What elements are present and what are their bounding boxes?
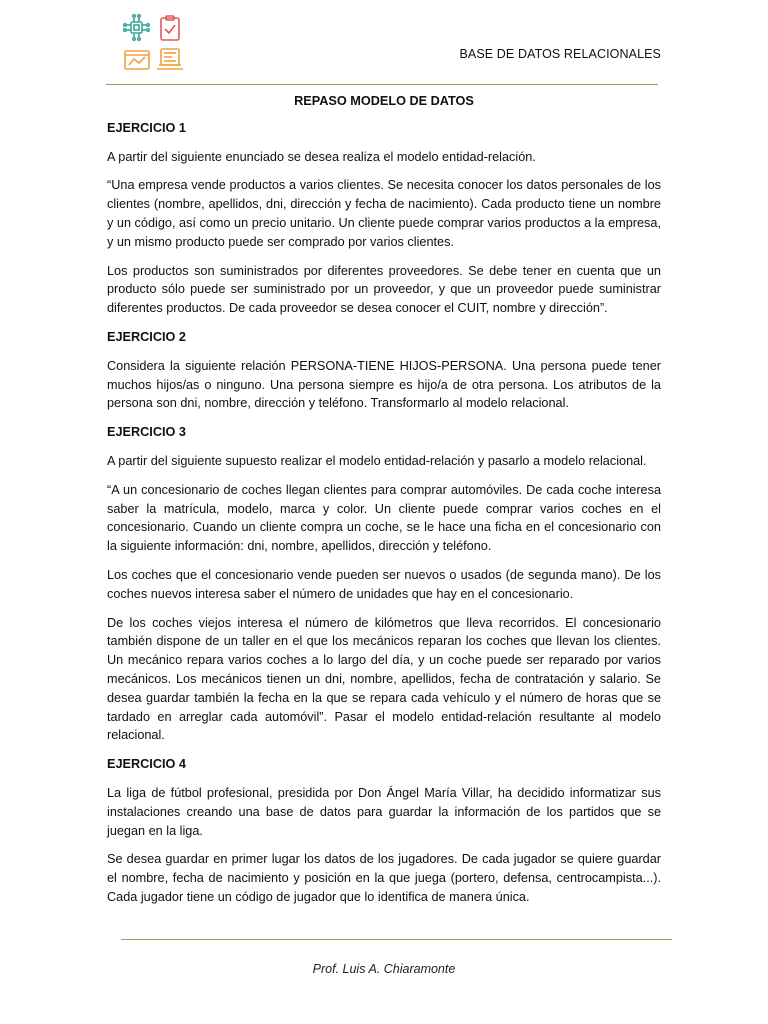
document-body bbox=[107, 92, 661, 917]
exercise-paragraph: Los productos son suministrados por diferentes proveedores. Se debe tener en cuenta que un producto sólo puede ser suministrado por un proveedor, y que un proveedor puede suministrar diferentes productos. De cada proveedor se desea conocer el CUIT, nombre y dirección”. bbox=[107, 263, 661, 316]
header-logo bbox=[122, 14, 186, 72]
exercise-2 bbox=[107, 328, 661, 413]
exercise-paragraph: Se desea guardar en primer lugar los datos de los jugadores. De cada jugador se quiere guardar el nombre, fecha de nacimiento y posición en la que juega (portero, defensa, centrocampista...). Cada jugador tiene un código de jugador que lo identifica de manera única. bbox=[107, 852, 661, 904]
footer-author: Prof. Luis A. Chiaramonte bbox=[312, 962, 456, 976]
exercise-paragraph: “A un concesionario de coches llegan clientes para comprar automóviles. De cada coche interesa saber la matrícula, modelo, marca y color. Un cliente puede comprar varios coches en el concesionario. Cuando un cliente compra un coche, se le hace una ficha en el concesionario con la siguiente información: dni, nombre, apellidos, dirección y teléfono. bbox=[107, 482, 661, 554]
laptop-code-icon bbox=[157, 49, 183, 69]
exercise-heading: EJERCICIO 1 bbox=[107, 120, 186, 135]
exercise-paragraph: Los coches que el concesionario vende pueden ser nuevos o usados (de segunda mano). De los coches nuevos interesa saber el número de unidades que hay en el concesionario. bbox=[107, 567, 661, 601]
chart-window-icon bbox=[125, 51, 149, 69]
exercise-paragraph: A partir del siguiente enunciado se desea realiza el modelo entidad-relación. bbox=[107, 149, 536, 164]
exercise-paragraph: “Una empresa vende productos a varios clientes. Se necesita conocer los datos personales de los clientes (nombre, apellidos, dni, dirección y fecha de nacimiento). Cada producto tiene un nombre y un código, así como un precio unitario. Un cliente puede comprar varios productos a la empresa, y un mismo producto puede ser comprado por varios clientes. bbox=[107, 178, 661, 249]
clipboard-check-icon bbox=[161, 16, 179, 40]
exercise-paragraph: De los coches viejos interesa el número de kilómetros que lleva recorridos. El concesionario también dispone de un taller en el que los mecánicos reparan los coches que llevan los clientes. Un mecánico repara varios coches a lo largo del día, y un coche puede ser reparado por varios mecánicos. Los mecánicos tienen un dni, nombre, apellidos, fecha de contratación y salario. Se desea guardar también la fecha en la que se repara cada vehículo y el número de horas que se tardado en arreglar cada automóvil”. Pasar el modelo entidad-relación resultante al modelo relacional. bbox=[107, 615, 661, 743]
exercise-4 bbox=[107, 755, 661, 907]
exercise-3 bbox=[107, 423, 661, 745]
exercise-heading: EJERCICIO 2 bbox=[107, 329, 186, 344]
exercise-heading: EJERCICIO 3 bbox=[107, 425, 186, 440]
header-divider bbox=[106, 84, 658, 85]
circuit-chip-icon bbox=[124, 15, 150, 41]
header-title: BASE DE DATOS RELACIONALES bbox=[459, 47, 661, 61]
document-title: REPASO MODELO DE DATOS bbox=[294, 94, 474, 108]
exercise-paragraph: Considera la siguiente relación PERSONA-TIENE HIJOS-PERSONA. Una persona puede tener muchos hijos/as o ninguno. Una persona siempre es hijo/a de otra persona. Los atributos de la persona son dni, nombre, dirección y teléfono. Transformarlo al modelo relacional. bbox=[107, 358, 661, 411]
exercise-paragraph: La liga de fútbol profesional, presidida por Don Ángel María Villar, ha decidido informatizar sus instalaciones creando una base de datos para guardar la información de los partidos que se juegan en la liga. bbox=[107, 785, 661, 838]
footer-divider bbox=[121, 939, 672, 940]
exercise-heading: EJERCICIO 4 bbox=[107, 757, 186, 772]
exercise-paragraph: A partir del siguiente supuesto realizar el modelo entidad-relación y pasarlo a modelo relacional. bbox=[107, 453, 647, 468]
exercise-1 bbox=[107, 119, 661, 318]
